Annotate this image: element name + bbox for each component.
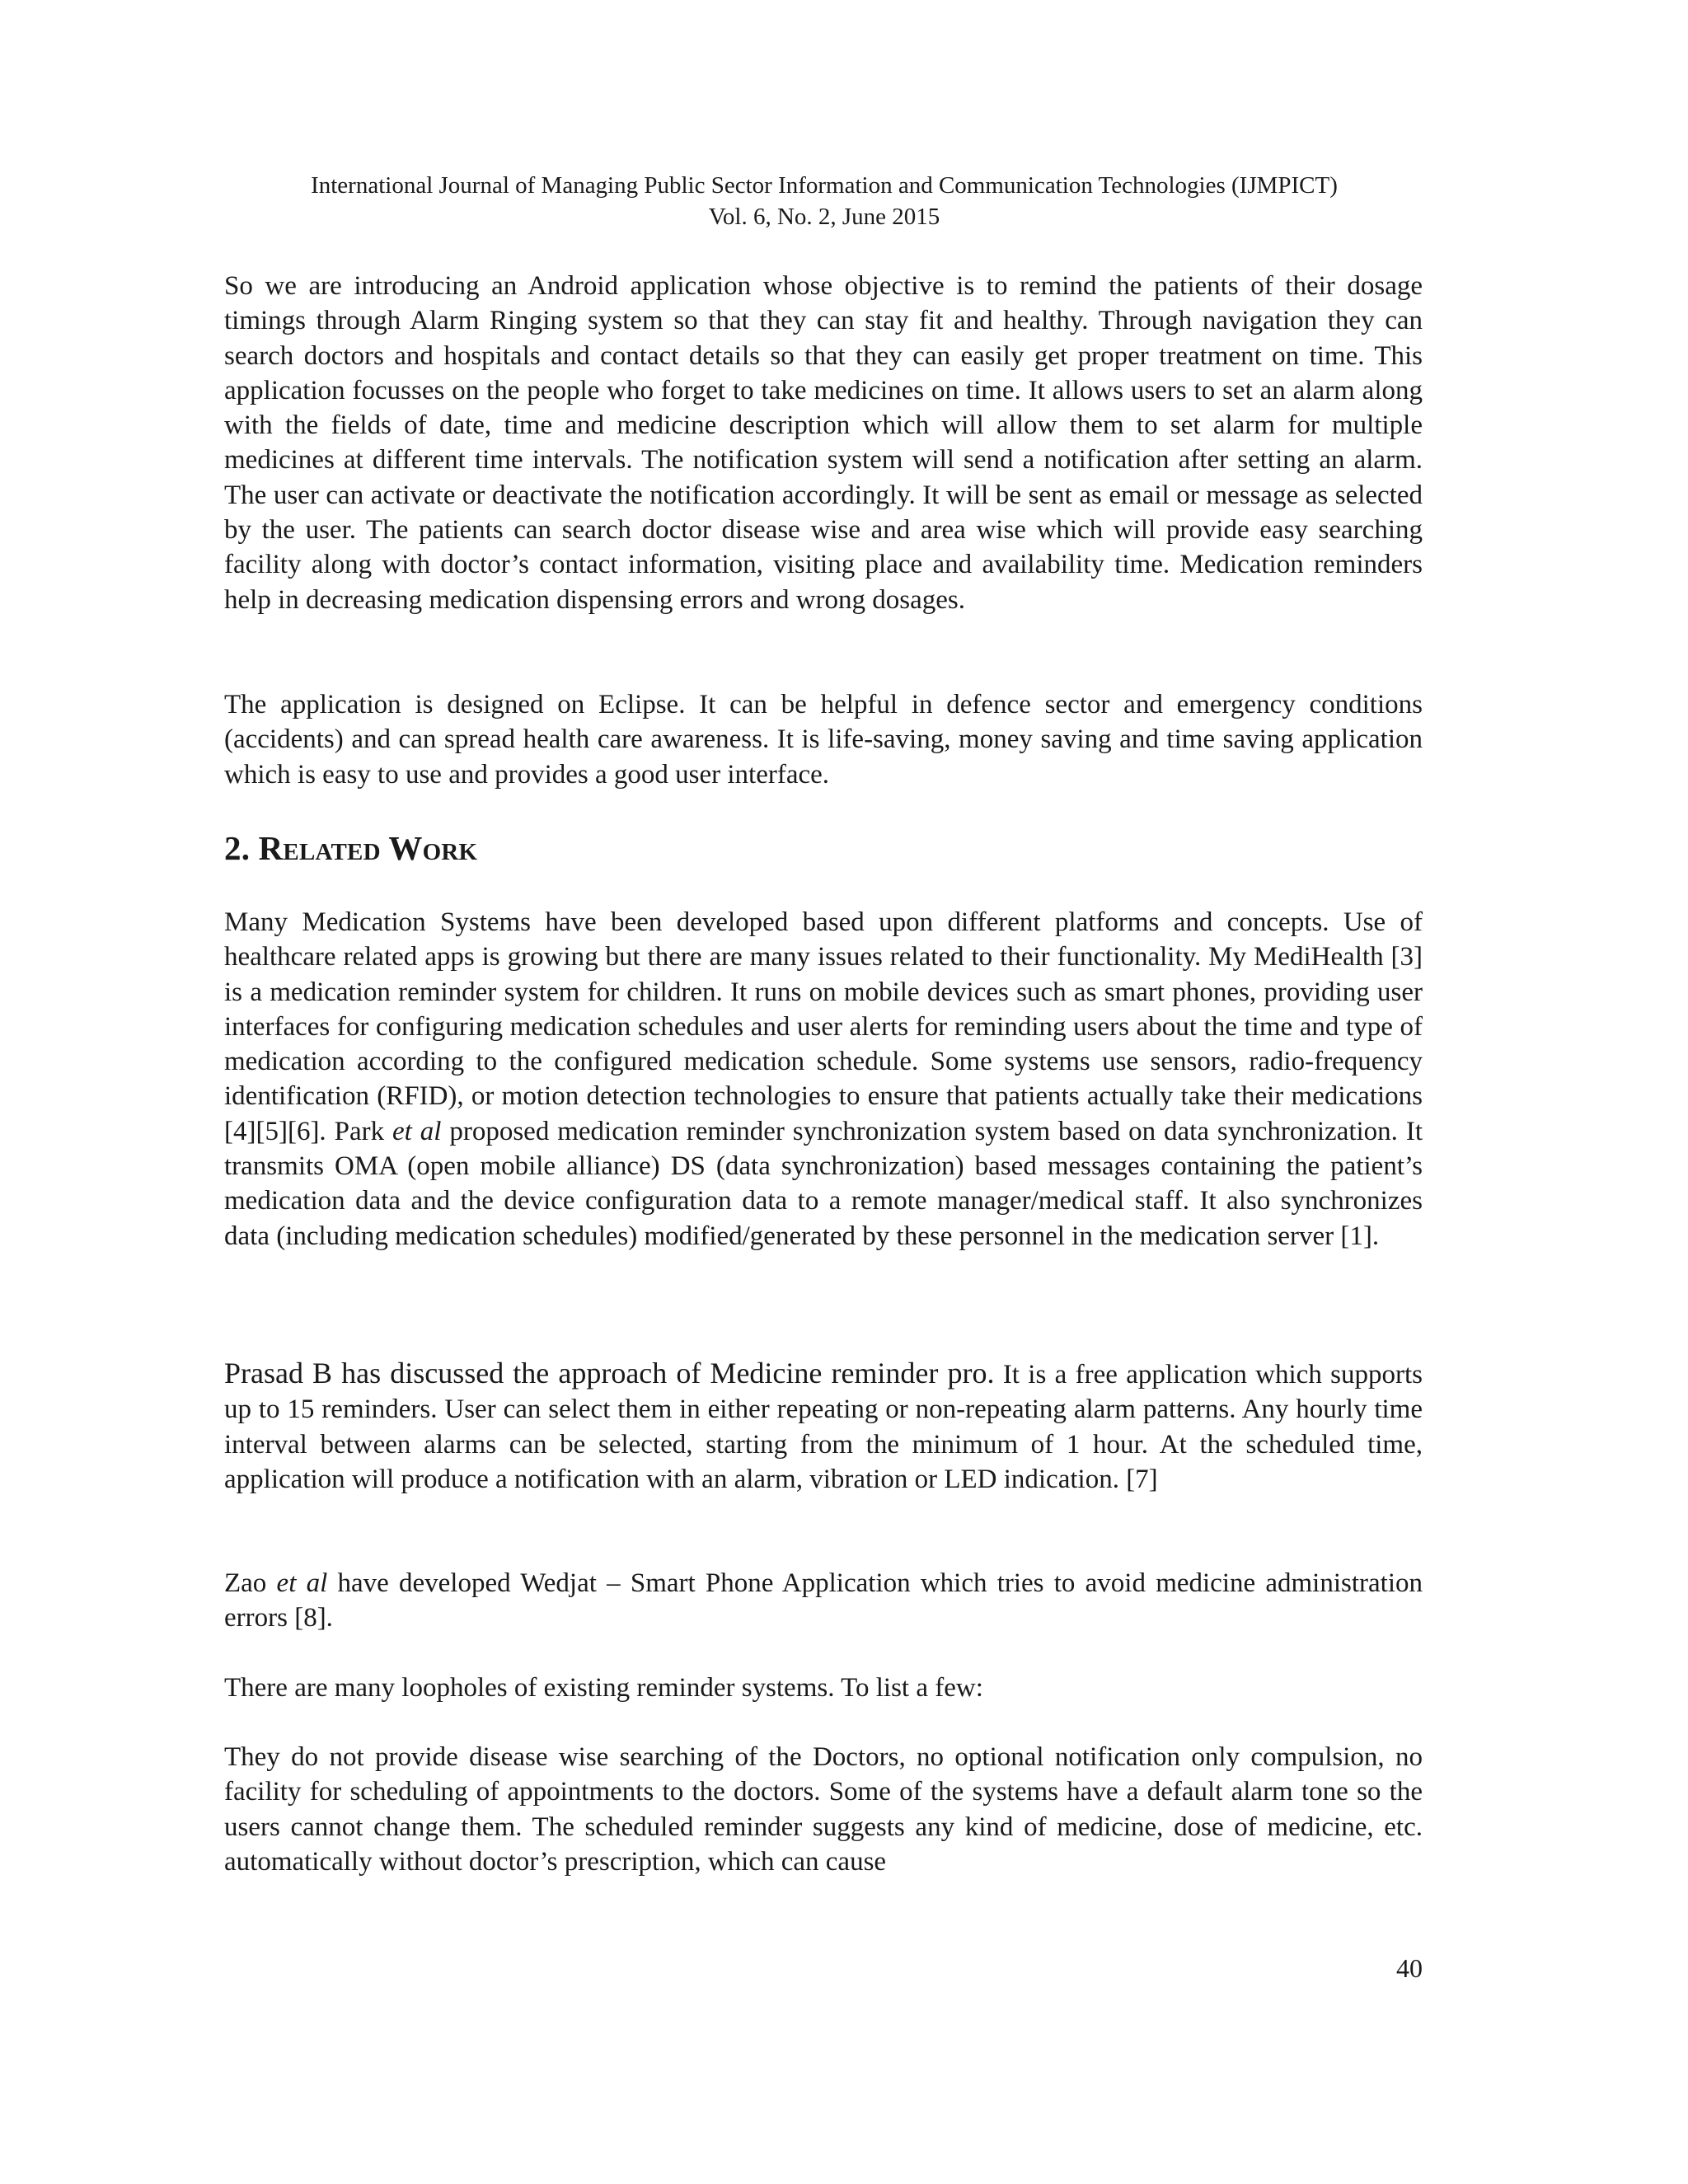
running-header [223,170,1426,232]
paragraph-intro: So we are introducing an Android application whose objective is to remind the patients of their dosage timings through Alarm Ringing system so that they can stay fit and healthy. Through navigation they can search doctors and hospitals and contact details so that they can easily get proper treatment on time. This application focusses on the people who forget to take medicines on time. It allows users to set an alarm along with the fields of date, time and medicine description which will allow them to set alarm for multiple medicines at different time intervals. The notification system will send a notification after setting an alarm. The user can activate or deactivate the notification accordingly. It will be sent as email or message as selected by the user. The patients can search doctor disease wise and area wise which will provide easy searching facility along with doctor’s contact information, visiting place and availability time. Medication reminders help in decreasing medication dispensing errors and wrong dosages. [224,271,1423,615]
text-run: Zao [224,1568,277,1598]
paragraph-loopholes: They do not provide disease wise searching of the Doctors, no optional notification only compulsion, no facility for scheduling of appointments to the doctors. Some of the systems have a default alarm tone so the users cannot change them. The scheduled reminder suggests any kind of medicine, dose of medicine, etc. automatically without doctor’s prescription, which can cause [224,1742,1423,1877]
italic-et-al: et al [276,1568,328,1598]
text-run-large: Prasad B has discussed the approach of Medicine reminder pro. [224,1357,995,1390]
volume-info: Vol. 6, No. 2, June 2015 [708,204,940,230]
text-run: It is a free application which supports up to 15 reminders. User can select them in either repeating or non-repeating alarm patterns. Any hourly time interval between alarms can be selected, starting from the minimum of 1 hour. At the scheduled time, application will produce a notification with an alarm, vibration or LED indication. [7] [224,1360,1423,1494]
text-run: proposed medication reminder synchronization system based on data synchronization. It transmits OMA (open mobile alliance) DS (data synchronization) based messages containing the patient’s medication data and the device configuration data to a remote manager/medical staff. It also synchronizes data (including medication schedules) modified/generated by these personnel in the medication server [1]. [224,1116,1423,1251]
journal-title: International Journal of Managing Public Sector Information and Communication Technologies (IJMPICT) [311,172,1338,199]
paragraph-related-work [224,905,1423,1254]
text-run: have developed Wedjat – Smart Phone Application which tries to avoid medicine administration errors [8]. [224,1568,1423,1633]
paragraph-medicine-reminder-pro [224,1356,1423,1497]
paragraph-loopholes-intro: There are many loopholes of existing reminder systems. To list a few: [224,1673,983,1703]
section-heading-related-work: 2. Related Work [224,829,478,867]
page-number: 40 [1396,1953,1423,1983]
paragraph-wedjat [224,1566,1423,1636]
italic-et-al: et al [392,1116,442,1146]
paragraph-eclipse: The application is designed on Eclipse. It can be helpful in defence sector and emergency conditions (accidents) and can spread health care awareness. It is life-saving, money saving and time saving application which is easy to use and provides a good user interface. [224,690,1423,790]
text-run: Many Medication Systems have been developed based upon different platforms and concepts. Use of healthcare related apps is growing but there are many issues related to their functionality. My MediHealth [3] is a medication reminder system for children. It runs on mobile devices such as smart phones, providing user interfaces for configuring medication schedules and user alerts for reminding users about the time and type of medication according to the configured medication schedule. Some systems use sensors, radio-frequency identification (RFID), or motion detection technologies to ensure that patients actually take their medications [4][5][6]. Park [224,907,1423,1146]
